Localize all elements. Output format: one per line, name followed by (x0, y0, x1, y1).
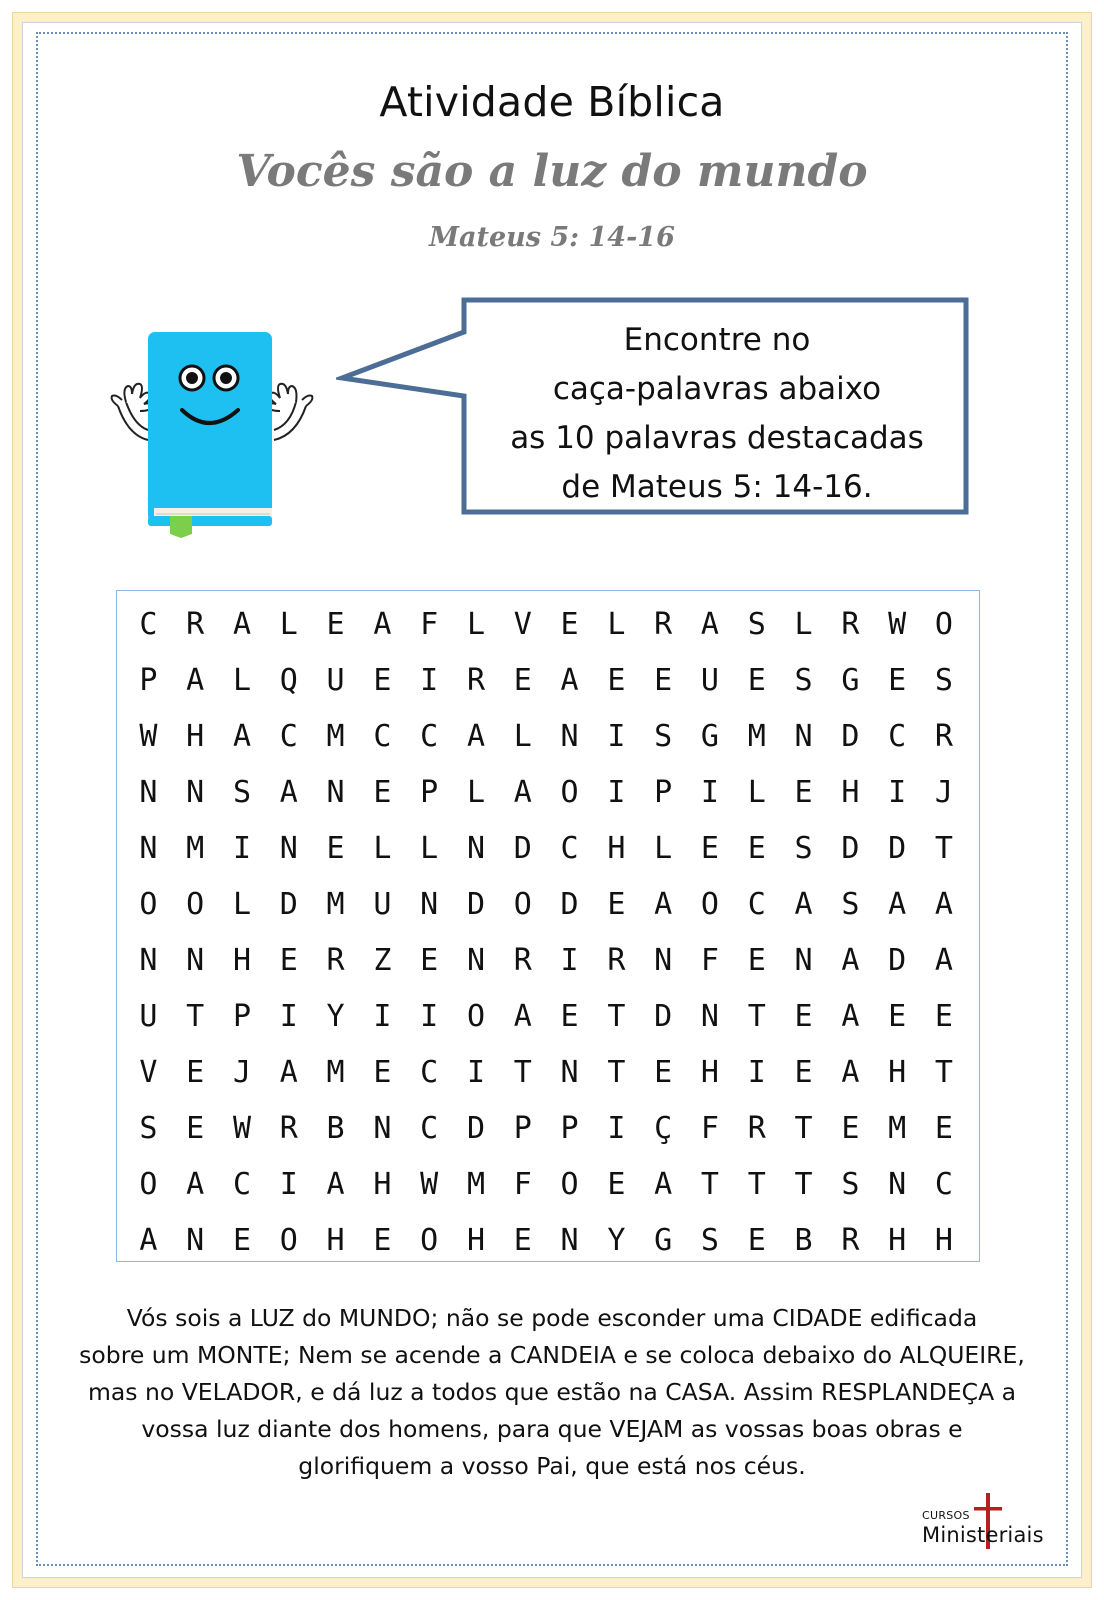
grid-letter: D (560, 887, 579, 922)
grid-letter: N (560, 1055, 579, 1090)
grid-letter: R (466, 663, 485, 698)
grid-letter: R (186, 607, 205, 642)
grid-letter: E (700, 831, 719, 866)
grid-letter: E (888, 663, 907, 698)
grid-letter: L (654, 831, 673, 866)
grid-letter: N (466, 831, 485, 866)
grid-letter: D (841, 719, 860, 754)
grid-letter: N (373, 1111, 392, 1146)
grid-letter: I (607, 719, 626, 754)
bible-reference: Mateus 5: 14-16 (429, 222, 675, 253)
grid-letter: N (139, 831, 158, 866)
grid-letter: H (888, 1055, 907, 1090)
instruction-line: as 10 palavras destacadas (510, 420, 924, 456)
grid-letter: I (747, 1055, 766, 1090)
grid-letter: C (373, 719, 392, 754)
grid-letter: I (607, 1111, 626, 1146)
grid-letter: A (934, 887, 953, 922)
grid-letter: T (513, 1055, 532, 1090)
grid-letter: I (420, 999, 439, 1034)
grid-letter: A (279, 1055, 298, 1090)
grid-letter: M (466, 1167, 485, 1202)
grid-letter: B (326, 1111, 345, 1146)
instruction-line: caça-palavras abaixo (552, 371, 882, 407)
grid-letter: E (373, 663, 392, 698)
grid-letter: A (794, 887, 813, 922)
grid-letter: A (654, 887, 673, 922)
grid-letter: D (888, 831, 907, 866)
grid-letter: I (466, 1055, 485, 1090)
grid-letter: N (186, 943, 205, 978)
grid-letter: M (186, 831, 205, 866)
word-search-grid (116, 590, 980, 1262)
grid-letter: L (279, 607, 298, 642)
grid-letter: C (420, 719, 439, 754)
grid-letter: W (888, 607, 907, 642)
grid-letter: N (888, 1167, 907, 1202)
grid-row (125, 709, 979, 765)
grid-letter: E (232, 1223, 252, 1258)
grid-letter: S (232, 775, 252, 810)
grid-letter: S (139, 1111, 158, 1146)
grid-letter: H (934, 1223, 953, 1258)
grid-letter: U (326, 663, 345, 698)
grid-letter: T (747, 999, 766, 1034)
grid-letter: E (513, 1223, 532, 1258)
grid-letter: A (186, 663, 205, 698)
grid-letter: H (841, 775, 860, 810)
verse-line: glorifiquem a vosso Pai, que está nos céus. (298, 1452, 806, 1480)
verse-line: vossa luz diante dos homens, para que VEJAM as vossas boas obras e (141, 1415, 963, 1443)
grid-letter: D (279, 887, 298, 922)
grid-letter: E (654, 663, 673, 698)
grid-letter: I (607, 775, 626, 810)
grid-letter: W (139, 719, 158, 754)
grid-letter: D (466, 1111, 485, 1146)
grid-letter: R (841, 1223, 860, 1258)
grid-letter: E (186, 1111, 205, 1146)
grid-letter: O (934, 607, 953, 642)
grid-letter: I (888, 775, 907, 810)
grid-letter: M (326, 719, 345, 754)
grid-letter: R (747, 1111, 766, 1146)
grid-letter: E (373, 1223, 392, 1258)
grid-letter: S (747, 607, 766, 642)
grid-letter: J (232, 1055, 252, 1090)
grid-letter: N (279, 831, 298, 866)
grid-letter: F (700, 1111, 719, 1146)
grid-letter: A (841, 1055, 860, 1090)
grid-letter: E (607, 663, 626, 698)
grid-letter: I (232, 831, 252, 866)
grid-letter: I (279, 1167, 298, 1202)
grid-letter: H (326, 1223, 345, 1258)
grid-letter: A (560, 663, 579, 698)
grid-letter: T (747, 1167, 766, 1202)
grid-letter: C (279, 719, 298, 754)
grid-letter: S (794, 663, 813, 698)
grid-letter: L (747, 775, 766, 810)
grid-letter: R (279, 1111, 298, 1146)
grid-letter: R (607, 943, 626, 978)
grid-letter: E (607, 887, 626, 922)
grid-letter: L (466, 775, 485, 810)
grid-letter: E (420, 943, 439, 978)
grid-row (125, 1213, 979, 1269)
verse-line: sobre um MONTE; Nem se acende a CANDEIA e se coloca debaixo do ALQUEIRE, (79, 1341, 1025, 1369)
grid-letter: E (607, 1167, 626, 1202)
grid-letter: P (654, 775, 673, 810)
grid-letter: L (232, 663, 252, 698)
grid-row (125, 765, 979, 821)
grid-letter: I (279, 999, 298, 1034)
grid-letter: E (934, 1111, 953, 1146)
grid-letter: C (934, 1167, 953, 1202)
grid-letter: O (560, 1167, 579, 1202)
verse-line: Vós sois a LUZ do MUNDO; não se pode esconder uma CIDADE edificada (126, 1304, 978, 1332)
grid-letter: N (560, 719, 579, 754)
grid-letter: P (420, 775, 439, 810)
grid-letter: J (934, 775, 953, 810)
grid-letter: O (186, 887, 205, 922)
grid-letter: C (747, 887, 766, 922)
smiling-book-mascot-icon (104, 330, 326, 550)
grid-letter: T (607, 999, 626, 1034)
grid-letter: T (794, 1111, 813, 1146)
logo-text-small: CURSOS (922, 1509, 970, 1522)
grid-row (125, 1101, 979, 1157)
grid-letter: Z (373, 943, 392, 978)
logo-text-large: Ministeriais (922, 1523, 1044, 1547)
grid-letter: N (700, 999, 719, 1034)
grid-letter: I (373, 999, 392, 1034)
grid-letter: R (934, 719, 953, 754)
grid-letter: A (326, 1167, 345, 1202)
grid-letter: E (934, 999, 953, 1034)
page-subtitle: Vocês são a luz do mundo (236, 146, 868, 197)
grid-letter: C (139, 607, 158, 642)
grid-letter: S (700, 1223, 719, 1258)
page-title: Atividade Bíblica (379, 78, 725, 126)
grid-letter: U (373, 887, 392, 922)
grid-letter: G (654, 1223, 673, 1258)
grid-letter: W (232, 1111, 252, 1146)
grid-letter: E (186, 1055, 205, 1090)
grid-letter: E (560, 999, 579, 1034)
grid-letter: O (139, 1167, 158, 1202)
grid-letter: T (934, 831, 953, 866)
grid-letter: L (794, 607, 813, 642)
grid-letter: V (139, 1055, 158, 1090)
grid-letter: N (139, 943, 158, 978)
grid-letter: H (232, 943, 252, 978)
verse-line: mas no VELADOR, e dá luz a todos que estão na CASA. Assim RESPLANDEÇA a (87, 1378, 1017, 1406)
grid-letter: I (560, 943, 579, 978)
grid-letter: E (794, 999, 813, 1034)
grid-letter: H (700, 1055, 719, 1090)
grid-letter: E (560, 607, 579, 642)
grid-letter: Y (326, 999, 345, 1034)
grid-letter: T (794, 1167, 813, 1202)
grid-letter: V (513, 607, 532, 642)
grid-letter: E (747, 1223, 766, 1258)
grid-row (125, 821, 979, 877)
grid-letter: E (373, 1055, 392, 1090)
grid-letter: N (794, 719, 813, 754)
grid-letter: A (139, 1223, 158, 1258)
grid-letter: A (654, 1167, 673, 1202)
grid-letter: A (466, 719, 485, 754)
grid-letter: Y (607, 1223, 626, 1258)
grid-letter: C (420, 1055, 439, 1090)
grid-letter: Ç (654, 1111, 673, 1146)
grid-letter: A (700, 607, 719, 642)
grid-letter: M (888, 1111, 907, 1146)
grid-row (125, 597, 979, 653)
grid-letter: E (326, 831, 345, 866)
grid-letter: H (186, 719, 205, 754)
grid-letter: R (654, 607, 673, 642)
grid-letter: N (794, 943, 813, 978)
grid-letter: E (841, 1111, 860, 1146)
grid-letter: G (700, 719, 719, 754)
grid-letter: O (560, 775, 579, 810)
grid-letter: H (888, 1223, 907, 1258)
grid-letter: A (841, 999, 860, 1034)
grid-letter: E (654, 1055, 673, 1090)
grid-letter: I (700, 775, 719, 810)
grid-letter: O (700, 887, 719, 922)
grid-letter: W (420, 1167, 439, 1202)
grid-letter: C (232, 1167, 252, 1202)
grid-letter: O (420, 1223, 439, 1258)
grid-letter: L (513, 719, 532, 754)
grid-letter: Q (279, 663, 298, 698)
grid-letter: E (747, 943, 766, 978)
grid-letter: E (888, 999, 907, 1034)
grid-letter: E (326, 607, 345, 642)
grid-letter: A (934, 943, 953, 978)
grid-letter: C (420, 1111, 439, 1146)
grid-letter: E (747, 831, 766, 866)
grid-row (125, 877, 979, 933)
grid-letter: T (607, 1055, 626, 1090)
grid-letter: H (466, 1223, 485, 1258)
instruction-line: Encontre no (623, 322, 811, 358)
grid-letter: R (326, 943, 345, 978)
grid-letter: A (888, 887, 907, 922)
grid-letter: A (513, 775, 532, 810)
grid-row (125, 1157, 979, 1213)
grid-letter: O (513, 887, 532, 922)
grid-row (125, 933, 979, 989)
grid-letter: C (888, 719, 907, 754)
grid-letter: E (794, 1055, 813, 1090)
grid-letter: L (420, 831, 439, 866)
grid-letter: O (466, 999, 485, 1034)
grid-letter: L (607, 607, 626, 642)
grid-letter: M (326, 1055, 345, 1090)
grid-letter: E (279, 943, 298, 978)
grid-letter: L (232, 887, 252, 922)
grid-letter: R (841, 607, 860, 642)
grid-letter: A (373, 607, 392, 642)
grid-letter: A (841, 943, 860, 978)
grid-row (125, 989, 979, 1045)
grid-letter: I (420, 663, 439, 698)
grid-letter: D (513, 831, 532, 866)
grid-letter: A (232, 607, 252, 642)
instruction-line: de Mateus 5: 14-16. (561, 469, 873, 505)
grid-letter: N (186, 1223, 205, 1258)
grid-letter: S (654, 719, 673, 754)
grid-letter: P (232, 999, 252, 1034)
grid-letter: D (888, 943, 907, 978)
grid-letter: U (139, 999, 158, 1034)
grid-letter: T (186, 999, 205, 1034)
grid-letter: E (373, 775, 392, 810)
cursos-ministeriais-logo (922, 1493, 1052, 1553)
grid-letter: O (139, 887, 158, 922)
grid-letter: P (513, 1111, 532, 1146)
grid-letter: A (186, 1167, 205, 1202)
instruction-text (474, 316, 960, 512)
grid-letter: M (747, 719, 766, 754)
grid-letter: F (420, 607, 439, 642)
grid-letter: N (654, 943, 673, 978)
grid-letter: P (560, 1111, 579, 1146)
grid-letter: G (841, 663, 860, 698)
grid-letter: A (232, 719, 252, 754)
grid-letter: A (513, 999, 532, 1034)
grid-letter: A (279, 775, 298, 810)
grid-letter: S (934, 663, 953, 698)
grid-letter: L (373, 831, 392, 866)
grid-row (125, 1045, 979, 1101)
grid-letter: E (747, 663, 766, 698)
grid-letter: N (420, 887, 439, 922)
grid-letter: O (279, 1223, 298, 1258)
grid-letter: D (654, 999, 673, 1034)
grid-letter: E (513, 663, 532, 698)
grid-letter: D (841, 831, 860, 866)
grid-letter: U (700, 663, 719, 698)
grid-letter: N (186, 775, 205, 810)
grid-letter: B (794, 1223, 813, 1258)
grid-letter: H (373, 1167, 392, 1202)
grid-letter: S (841, 887, 860, 922)
grid-letter: M (326, 887, 345, 922)
grid-letter: N (139, 775, 158, 810)
grid-letter: N (466, 943, 485, 978)
grid-letter: N (560, 1223, 579, 1258)
grid-letter: L (466, 607, 485, 642)
grid-letter: D (466, 887, 485, 922)
grid-letter: S (794, 831, 813, 866)
grid-letter: P (139, 663, 158, 698)
verse-text (40, 1300, 1064, 1485)
grid-letter: C (560, 831, 579, 866)
grid-letter: H (607, 831, 626, 866)
grid-letter: T (700, 1167, 719, 1202)
grid-letter: S (841, 1167, 860, 1202)
grid-row (125, 653, 979, 709)
grid-letter: N (326, 775, 345, 810)
grid-letter: F (513, 1167, 532, 1202)
grid-letter: R (513, 943, 532, 978)
grid-letter: T (934, 1055, 953, 1090)
grid-letter: F (700, 943, 719, 978)
grid-letter: E (794, 775, 813, 810)
